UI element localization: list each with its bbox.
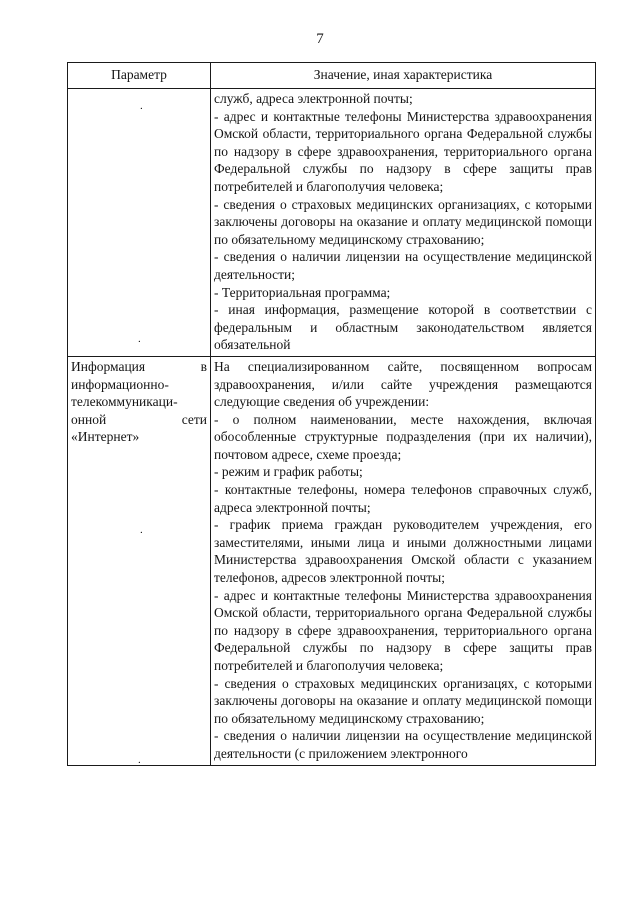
value-line: - сведения о страховых медицинских организацях, с которыми заключены договоры на оказание и оплату медицинской помощи по обязательному медицинскому страхованию; xyxy=(214,675,592,726)
scan-speck: . xyxy=(140,523,143,536)
value-line: - о полном наименовании, месте нахождения, включая обособленные структурные подразделения (при их наличии), почтовом адресе, схеме проезда; xyxy=(214,411,592,462)
value-line: - сведения о наличии лицензии на осуществление медицинской деятельности (с приложением электронного xyxy=(214,728,592,761)
parameters-table xyxy=(67,62,596,766)
value-line: - сведения о страховых медицинских организациях, с которыми заключены договоры на оказание и оплату медицинской помощи по обязательному медицинскому страхованию; xyxy=(214,196,592,247)
parameter-text: сети xyxy=(181,411,207,427)
value-line: служб, адреса электронной почты; xyxy=(214,91,413,106)
page-number: 7 xyxy=(316,31,324,47)
parameter-text: Информация xyxy=(71,358,146,374)
value-cell xyxy=(211,356,596,765)
value-line: - Территориальная программа; xyxy=(214,284,391,300)
scan-speck: . xyxy=(138,753,141,766)
header-parameter: Параметр xyxy=(68,63,211,89)
value-line: - адрес и контактные телефоны Министерства здравоохранения Омской области, территориального органа Федеральной службы по надзору в сфере здравоохранения, территориального органа Федеральной службы по надзору в сфере защиты прав потребителей и благополучия человека; xyxy=(214,587,592,673)
value-line: - адрес и контактные телефоны Министерства здравоохранения Омской области, территориального органа Федеральной службы по надзору в сфере здравоохранения, территориального органа Федеральной службы по надзору в сфере защиты прав потребителей и благополучия человека; xyxy=(214,108,592,194)
parameter-cell-empty xyxy=(68,89,211,357)
table-row xyxy=(68,89,596,357)
scan-speck: . xyxy=(140,100,143,112)
value-line: - график приема граждан руководителем учреждения, его заместителями, иными лица и иными должностными лицами Министерства здравоохранения Омской области с указанием телефонов, адресов электронной почты; xyxy=(214,517,592,586)
parameter-text: «Интернет» xyxy=(71,429,140,445)
parameter-text: информационно- xyxy=(71,376,169,392)
value-line: На специализированном сайте, посвященном вопросам здравоохранения, и/или сайте учреждения размещаются следующие сведения об учреждении: xyxy=(214,358,592,410)
table-header-row xyxy=(68,63,596,89)
table-row xyxy=(68,356,596,765)
scan-speck: . xyxy=(138,333,141,345)
header-value: Значение, иная характеристика xyxy=(211,63,596,89)
parameter-cell xyxy=(68,356,211,765)
value-line: - иная информация, размещение которой в соответствии с федеральным и областным законодательством является обязательной xyxy=(214,302,592,353)
parameter-text: телекоммуникаци- xyxy=(71,394,178,410)
parameter-text: онной xyxy=(71,411,107,427)
parameter-text: в xyxy=(200,358,207,374)
value-line: - сведения о наличии лицензии на осуществление медицинской деятельности; xyxy=(214,249,592,282)
value-cell xyxy=(211,89,596,357)
value-line: - режим и график работы; xyxy=(214,464,363,480)
value-line: - контактные телефоны, номера телефонов справочных служб, адреса электронной почты; xyxy=(214,482,592,515)
